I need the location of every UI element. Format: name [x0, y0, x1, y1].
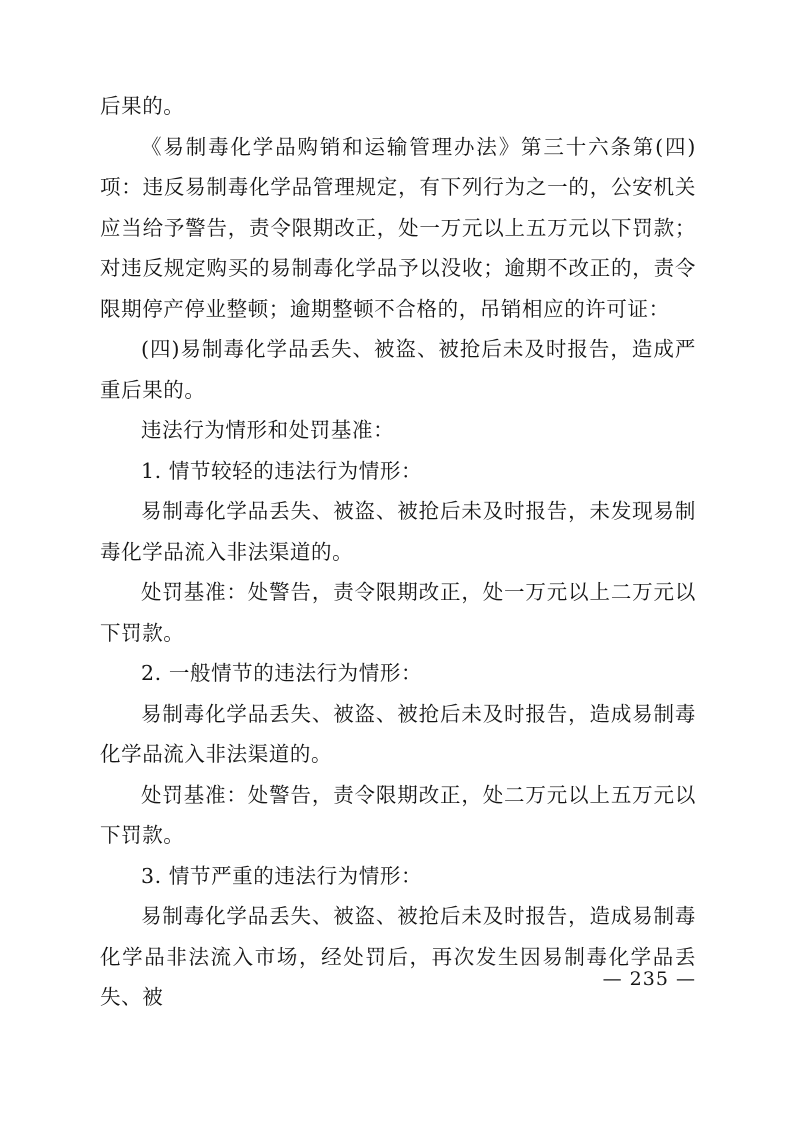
paragraph: 2. 一般情节的违法行为情形： — [141, 661, 423, 685]
paragraph: (四)易制毒化学品丢失、被盗、被抢后未及时报告，造成严重后果的。 — [100, 337, 696, 402]
paragraph: 易制毒化学品丢失、被盗、被抢后未及时报告，未发现易制毒化学品流入非法渠道的。 — [100, 499, 696, 564]
paragraph: 《易制毒化学品购销和运输管理办法》第三十六条第(四)项：违反易制毒化学品管理规定，有下列行为之一的，公安机关应当给予警告，责令限期改正，处一万元以上五万元以下罚款；对违反规定购买的易制毒化学品予以没收；逾期不改正的，责令限期停产停业整顿；逾期整顿不合格的，吊销相应的许可证： — [100, 134, 696, 321]
paragraph: 易制毒化学品丢失、被盗、被抢后未及时报告，造成易制毒化学品流入非法渠道的。 — [100, 701, 696, 766]
paragraph: 后果的。 — [100, 94, 185, 118]
paragraph: 处罚基准：处警告，责令限期改正，处一万元以上二万元以下罚款。 — [100, 580, 696, 645]
paragraph: 违法行为情形和处罚基准： — [141, 418, 395, 442]
page-body — [100, 86, 696, 1018]
paragraph: 3. 情节严重的违法行为情形： — [141, 863, 423, 888]
page-number: — 235 — — [602, 968, 696, 990]
paragraph: 处罚基准：处警告，责令限期改正，处二万元以上五万元以下罚款。 — [100, 782, 696, 847]
paragraph: 易制毒化学品丢失、被盗、被抢后未及时报告，造成易制毒化学品非法流入市场，经处罚后，再次发生因易制毒化学品丢失、被 — [100, 904, 696, 1009]
paragraph: 1. 情节较轻的违法行为情形： — [141, 458, 423, 483]
